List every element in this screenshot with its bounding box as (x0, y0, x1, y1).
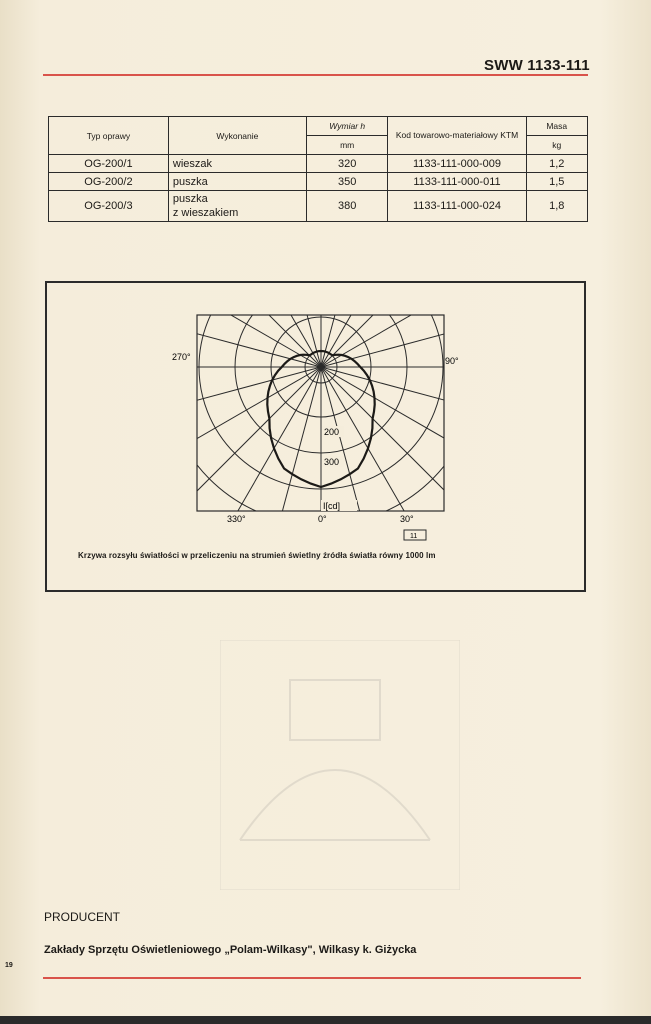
document-code: SWW 1133-111 (484, 57, 590, 74)
bottom-strip (0, 1016, 651, 1024)
angle-90-label: 90° (445, 356, 459, 366)
cell-type: OG-200/1 (49, 155, 169, 173)
cell-variant-line2: z wieszakiem (172, 207, 239, 219)
unit-label: I[cd] (323, 501, 341, 511)
cell-variant: puszka (168, 173, 306, 191)
polar-diagram-frame (45, 281, 586, 592)
manufacturer-name: Zakłady Sprzętu Oświetleniowego „Polam-Wilkasy", Wilkasy k. Giżycka (44, 944, 417, 956)
table-header-row (49, 117, 588, 136)
col-code-header: Kod towarowo-materiałowy KTM (388, 117, 526, 155)
cell-dim: 350 (306, 173, 388, 191)
producent-label: PRODUCENT (44, 910, 121, 924)
cell-code: 1133-111-000-011 (388, 173, 526, 191)
cell-code: 1133-111-000-009 (388, 155, 526, 173)
ref-number: 11 (410, 533, 418, 540)
diagram-caption: Krzywa rozsyłu światłości w przeliczeniu na strumień świetlny źródła światła równy 1000 lm (78, 551, 436, 560)
bottom-rule (43, 977, 581, 979)
cell-dim: 380 (306, 191, 388, 222)
grid-spoke (321, 283, 546, 367)
cell-mass: 1,2 (526, 155, 588, 173)
polar-diagram (47, 283, 584, 590)
cell-variant: wieszak (168, 155, 306, 173)
ring-300-label: 300 (324, 457, 340, 467)
spec-table (48, 116, 588, 222)
grid-spoke (70, 300, 321, 367)
grid-spoke (321, 367, 572, 434)
col-dim-header: Wymiar h (306, 117, 388, 136)
cell-type: OG-200/3 (49, 191, 169, 222)
cell-variant-line1: puszka (172, 193, 208, 205)
col-variant-header: Wykonanie (168, 117, 306, 155)
ring-200-label: 200 (324, 427, 340, 437)
table-row (49, 173, 588, 191)
col-mass-header: Masa (526, 117, 588, 136)
col-mass-unit: kg (526, 136, 588, 155)
col-type-header: Typ oprawy (49, 117, 169, 155)
grid-spoke (70, 367, 321, 434)
show-through-drawing (220, 640, 460, 890)
cell-type: OG-200/2 (49, 173, 169, 191)
cell-code: 1133-111-000-024 (388, 191, 526, 222)
angle-270-label: 270° (172, 352, 191, 362)
page-number: 19 (5, 962, 13, 969)
top-rule (43, 74, 588, 76)
cell-mass: 1,8 (526, 191, 588, 222)
col-dim-unit: mm (306, 136, 388, 155)
grid-spoke (96, 283, 321, 367)
angle-30-label: 30° (400, 514, 414, 524)
table-row (49, 191, 588, 222)
cell-variant (168, 191, 306, 222)
cell-mass: 1,5 (526, 173, 588, 191)
table-row (49, 155, 588, 173)
angle-330-label: 330° (227, 514, 246, 524)
angle-0-label: 0° (318, 514, 327, 524)
cell-dim: 320 (306, 155, 388, 173)
